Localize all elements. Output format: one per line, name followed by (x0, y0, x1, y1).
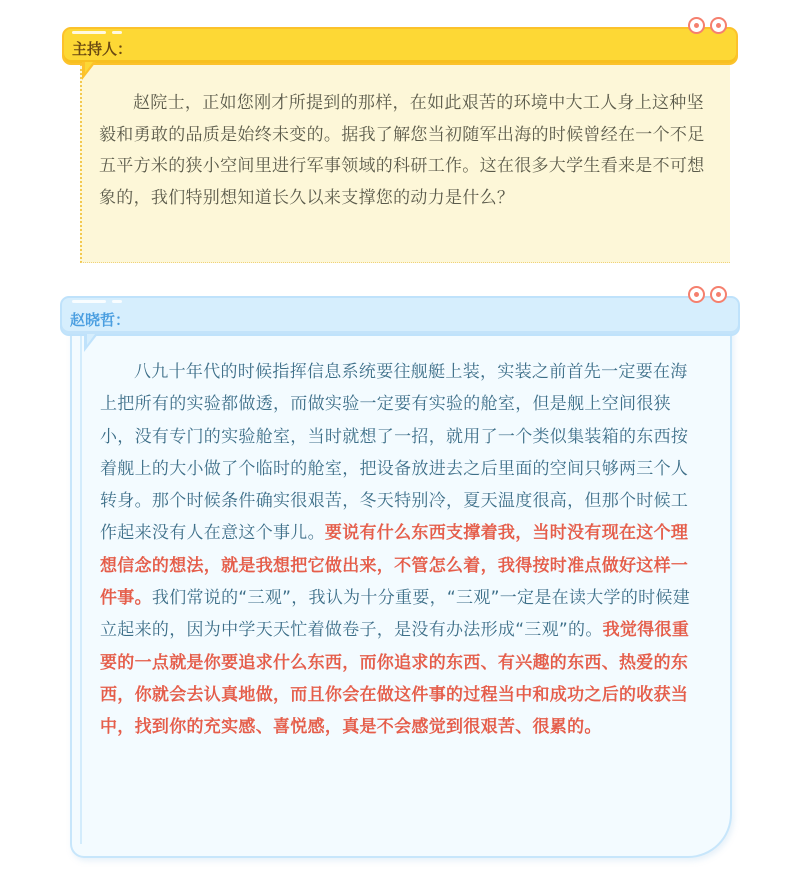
host-speaker-label: 主持人： (72, 40, 133, 58)
host-decor-circles-icon (688, 17, 732, 35)
guest-speaker-label: 赵晓哲： (70, 311, 131, 329)
guest-decor-circles-icon (688, 286, 732, 304)
answer-paragraph-1: 八九十年代的时候指挥信息系统要往舰艇上装，实装之前首先一定要在海上把所有的实验都做透，而做实验一定要有实验的舱室，但是舰上空间很狭小，没有专门的实验舱室，当时就想了一招，就用了一个类似集装箱的东西按着舰上的大小做了个临时的舱室，把设备放进去之后里面的空间只够两三个人转身。那个时候条件确实很艰苦，冬天特别冷，夏天温度很高，但那个时候工作起来没有人在意这个事儿。 (100, 362, 689, 544)
guest-decor-lines (72, 300, 122, 304)
answer-emphasis-1: 要说有什么东西支撑着我，当时没有现在这个理想信念的想法，就是我想把它做出来，不管怎么着，我得按时准点做好这样一件事。 (100, 523, 689, 609)
answer-emphasis-2: 我觉得很重要的一点就是你要追求什么东西，而你追求的东西、有兴趣的东西、热爱的东西，你就会去认真地做，而且你会在做这件事的过程当中和成功之后的收获当中，找到你的充实感、喜悦感，真是不会感觉到很艰苦、很累的。 (100, 620, 690, 738)
host-header-bar (62, 27, 738, 65)
guest-answer-text (100, 356, 700, 744)
host-question-text: 赵院士，正如您刚才所提到的那样，在如此艰苦的环境中大工人身上这种坚毅和勇敢的品质是始终未变的。据我了解您当初随军出海的时候曾经在一个不足五平方米的狭小空间里进行军事领域的科研工作。这在很多大学生看来是不可想象的，我们特别想知道长久以来支撑您的动力是什么？ (99, 93, 705, 208)
guest-card-inner-line (80, 332, 82, 844)
answer-paragraph-2: 我们常说的“三观”，我认为十分重要，“三观”一定是在读大学的时候建立起来的，因为中学天天忙着做卷子，是没有办法形成“三观”的。 (100, 588, 691, 641)
guest-bubble-tail-inner (87, 334, 95, 345)
host-bubble-tail-inner (85, 62, 93, 73)
host-decor-lines (72, 31, 122, 35)
guest-header-bar (60, 296, 740, 336)
